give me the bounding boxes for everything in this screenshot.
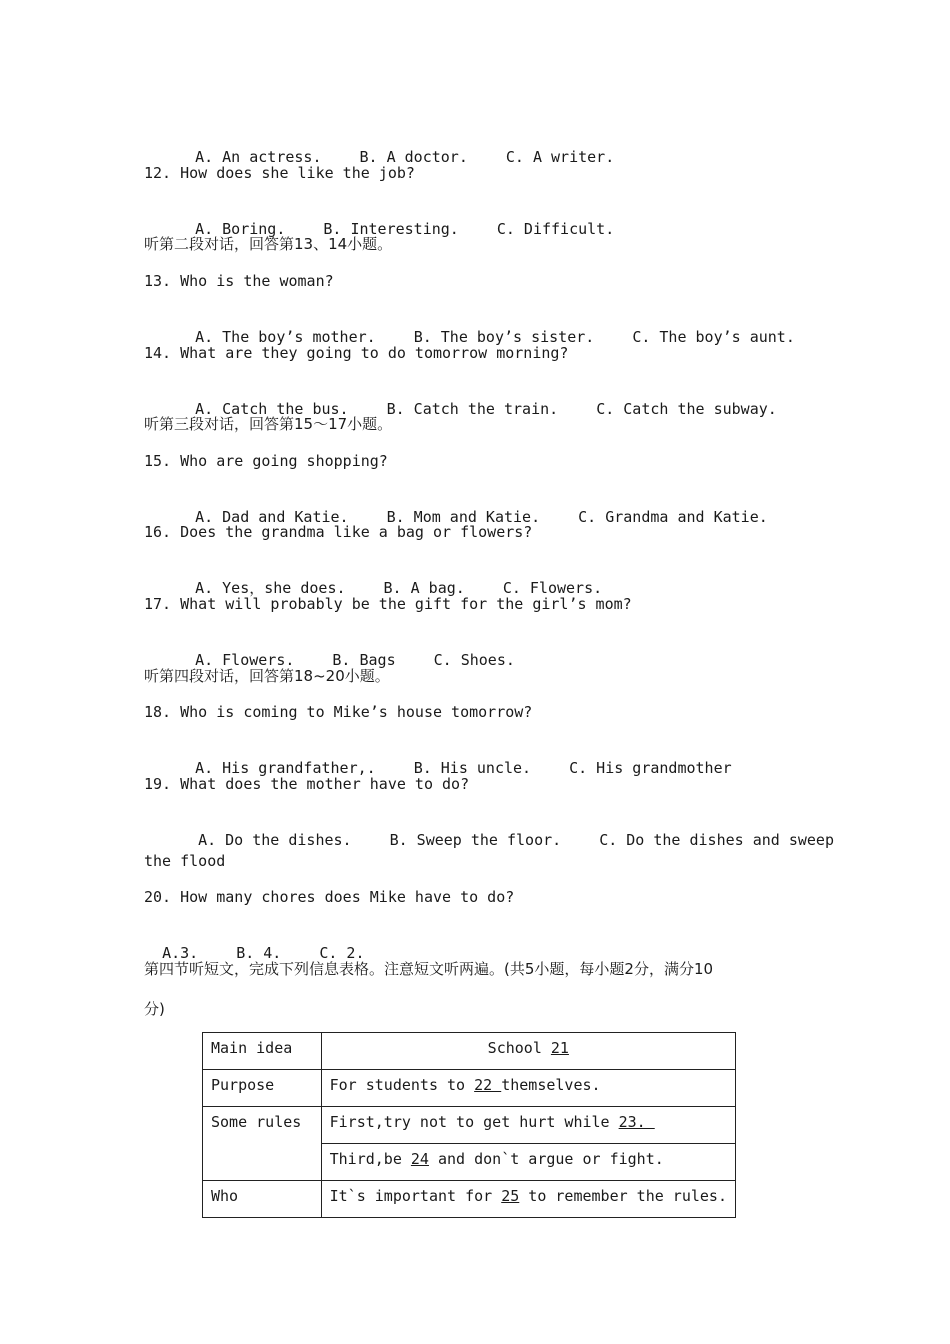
purpose-text-pre: For students to [329,1076,475,1094]
q15-option-b: B. Mom and Katie. [386,508,541,526]
table-row [203,1033,736,1070]
q13-option-c: C. The boy’s aunt. [632,328,795,346]
q16-option-b: B. A bag. [383,579,465,597]
q16-options [177,558,602,598]
q12-option-c: C. Difficult. [496,220,615,238]
q12-options [177,199,614,239]
row-label-who: Who [203,1181,322,1218]
q12-option-b: B. Interesting. [323,220,459,238]
q12-option-a: A. Boring. [195,220,286,238]
q19-option-c-continuation: the flood [144,852,226,870]
q11-options [177,127,614,167]
q16-option-c: C. Flowers. [502,579,603,597]
blank-23: 23. [618,1113,655,1131]
row-label-some-rules: Some rules [203,1107,322,1181]
q17-option-c: C. Shoes. [433,651,515,669]
table-row [203,1070,736,1107]
row-content-main-idea [321,1033,735,1070]
q15-options [177,487,768,527]
section-4-heading: 听第四段对话，回答第18~20小题。 [144,667,390,685]
rule-third-text-pre: Third,be [329,1150,411,1168]
section-3-heading: 听第三段对话，回答第15～17小题。 [144,415,393,433]
q20-option-a: A.3. [162,944,199,962]
row-content-who [321,1181,735,1218]
q17-option-a: A. Flowers. [195,651,295,669]
blank-25: 25 [501,1187,520,1205]
q19-options [180,810,834,850]
purpose-text-post: themselves. [501,1076,601,1094]
q19-option-b: B. Sweep the floor. [389,831,562,849]
q14-options [177,379,777,419]
q14-option-a: A. Catch the bus. [195,400,349,418]
part-4-instructions-line2: 分) [144,1000,165,1018]
table-row [203,1107,736,1144]
q18-option-a: A. His grandfather,. [195,759,376,777]
q20-options [144,923,365,963]
rule-first-text: First,try not to get hurt while [329,1113,619,1131]
section-2-heading: 听第二段对话，回答第13、14小题。 [144,235,393,253]
blank-24: 24 [410,1150,429,1168]
who-text-pre: It`s important for [329,1187,502,1205]
q18-stem: 18. Who is coming to Mike’s house tomorrow? [144,703,533,721]
row-content-rule-first [321,1107,735,1144]
row-label-purpose: Purpose [203,1070,322,1107]
row-content-rule-third [321,1144,735,1181]
q11-option-a: A. An actress. [195,148,322,166]
q16-option-a: A. Yes，she does. [195,579,346,597]
blank-21: 21 [550,1039,569,1057]
q19-option-a: A. Do the dishes. [198,831,352,849]
who-text-post: to remember the rules. [519,1187,727,1205]
q18-option-b: B. His uncle. [413,759,532,777]
q20-stem: 20. How many chores does Mike have to do? [144,888,515,906]
table-row [203,1181,736,1218]
rule-third-text-post: and don`t argue or fight. [428,1150,664,1168]
q15-option-c: C. Grandma and Katie. [578,508,768,526]
q14-stem: 14. What are they going to do tomorrow morning? [144,344,569,362]
q18-options [177,738,732,778]
q15-stem: 15. Who are going shopping? [144,452,388,470]
q17-stem: 17. What will probably be the gift for the girl’s mom? [144,595,632,613]
q20-option-b: B. 4. [236,944,282,962]
q19-stem: 19. What does the mother have to do? [144,775,470,793]
row-content-purpose [321,1070,735,1107]
part-4-instructions-line1: 第四节听短文，完成下列信息表格。注意短文听两遍。(共5小题，每小题2分，满分10 [144,960,714,978]
information-table [202,1032,736,1218]
q14-option-b: B. Catch the train. [386,400,559,418]
q13-stem: 13. Who is the woman? [144,272,334,290]
q15-option-a: A. Dad and Katie. [195,508,349,526]
q13-options [177,307,795,347]
q13-option-a: A. The boy’s mother. [195,328,376,346]
q13-option-b: B. The boy’s sister. [413,328,595,346]
main-idea-text: School [487,1039,551,1057]
q17-option-b: B. Bags [332,651,396,669]
q14-option-c: C. Catch the subway. [596,400,777,418]
blank-22: 22 [474,1076,502,1094]
q17-options [177,630,515,670]
q11-option-b: B. A doctor. [359,148,468,166]
q16-stem: 16. Does the grandma like a bag or flowers? [144,523,533,541]
q11-option-c: C. A writer. [505,148,615,166]
q20-option-c: C. 2. [319,944,365,962]
q12-stem: 12. How does she like the job? [144,164,415,182]
row-label-main-idea: Main idea [203,1033,322,1070]
q18-option-c: C. His grandmother [569,759,732,777]
q19-option-c: C. Do the dishes and sweep [599,831,834,849]
